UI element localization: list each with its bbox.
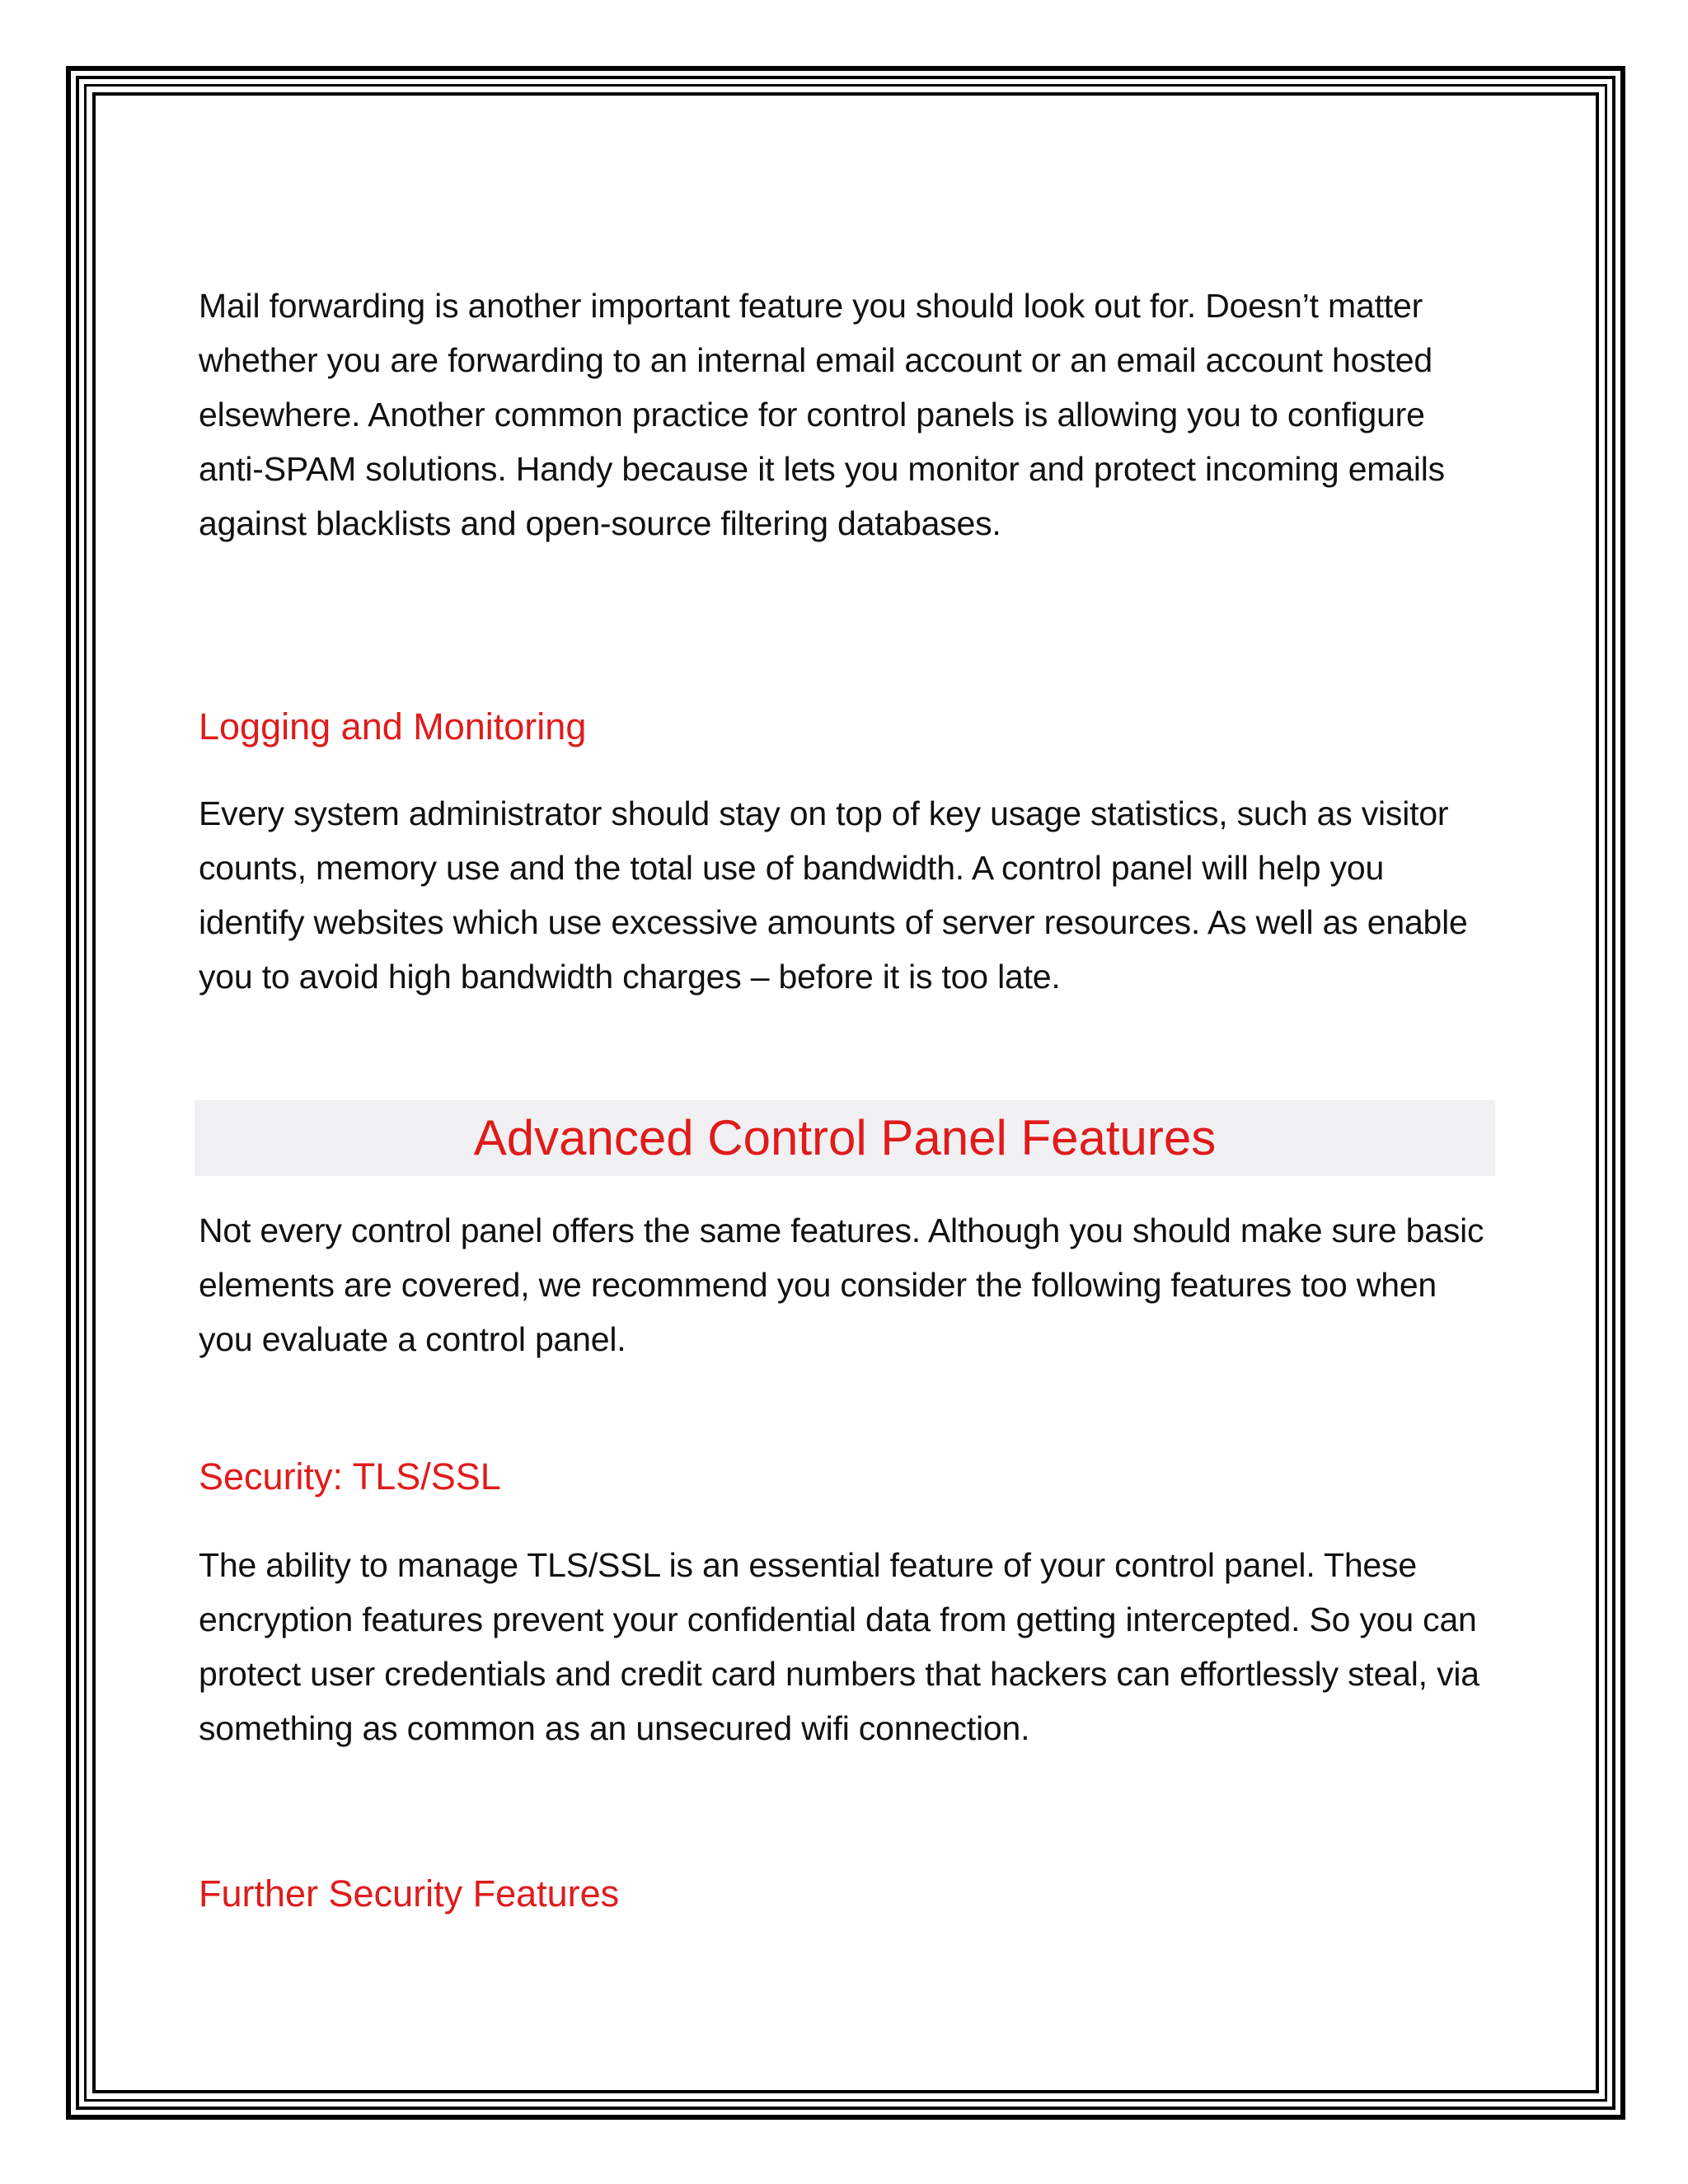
security-paragraph: The ability to manage TLS/SSL is an essential feature of your control panel. These encryption features prevent your confidential data from getting intercepted. So you can protect user credentials and credit card numbers that hackers can effortlessly steal, via something as common as an unsecured wifi connection.: [199, 1546, 1479, 1747]
advanced-features-title: Advanced Control Panel Features: [473, 1110, 1217, 1165]
further-security-heading: Further Security Features: [199, 1872, 620, 1915]
logging-paragraph: Every system administrator should stay on top of key usage statistics, such as visitor counts, memory use and the total use of bandwidth. A control panel will help you identify websites which use excessive amounts of server resources. As well as enable you to avoid high bandwidth charges – before it is too late.: [199, 794, 1468, 996]
advanced-paragraph: Not every control panel offers the same features. Although you should make sure basic elements are covered, we recommend you consider the following features too when you evaluate a control panel.: [199, 1212, 1484, 1358]
logging-heading: Logging and Monitoring: [199, 705, 587, 748]
security-heading: Security: TLS/SSL: [199, 1455, 501, 1497]
section-banner: [195, 1100, 1495, 1176]
intro-paragraph: Mail forwarding is another important feature you should look out for. Doesn’t matter whether you are forwarding to an internal email account or an email account hosted elsewhere. Another common practice for control panels is allowing you to configure anti-SPAM solutions. Handy because it lets you monitor and protect incoming emails against blacklists and open-source filtering databases.: [199, 287, 1445, 542]
